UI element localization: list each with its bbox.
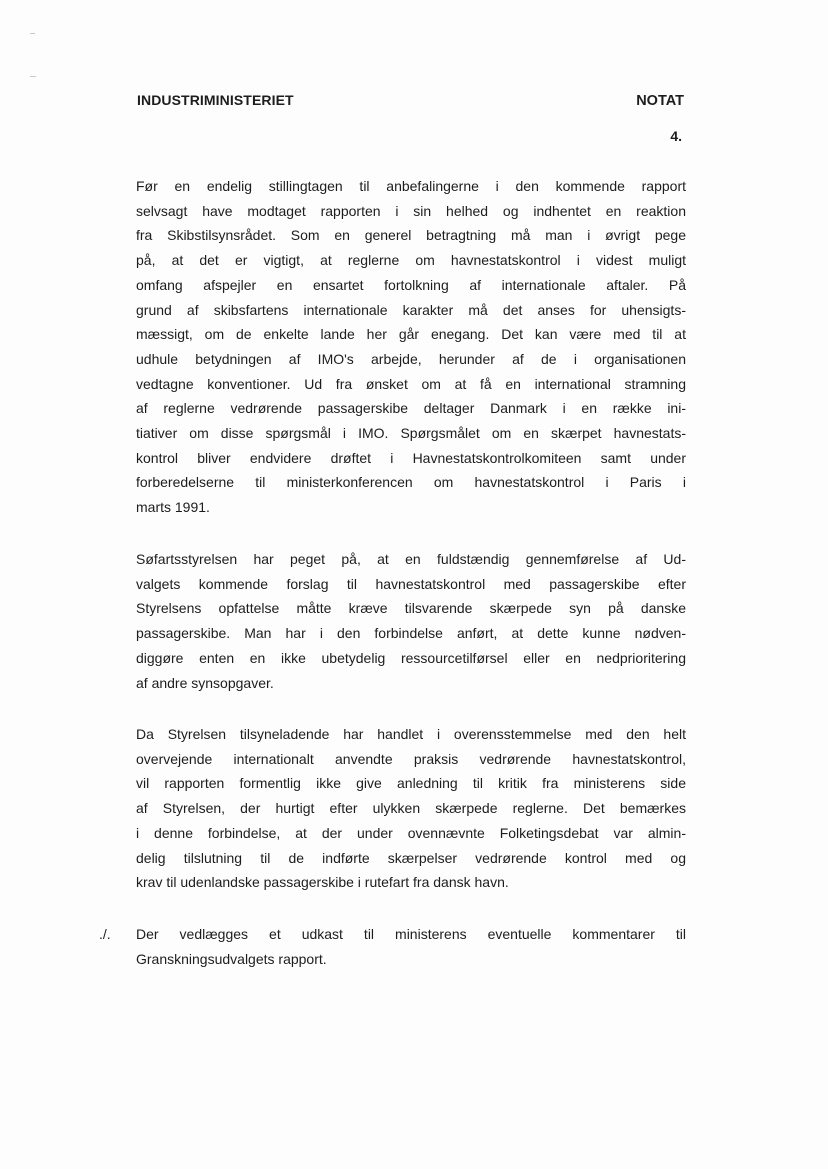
scan-artifact <box>30 33 35 34</box>
ministry-name: INDUSTRIMINISTERIET <box>137 92 294 108</box>
text-line: Da Styrelsen tilsyneladende har handlet i overensstemmelse med den helt <box>136 726 686 742</box>
page-number: 4. <box>670 128 682 144</box>
text-line: forberedelserne til ministerkonferencen om havnestatskontrol i Paris i <box>136 474 686 491</box>
text-line: tiativer om disse spørgsmål i IMO. Spørgsmålet om en skærpet havnestats- <box>136 425 686 442</box>
paragraph-3 <box>136 722 686 895</box>
document-type: NOTAT <box>636 93 684 109</box>
text-line: diggøre enten en ikke ubetydelig ressourcetilførsel eller en nedprioritering <box>136 649 686 666</box>
text-line: vedtagne konventioner. Ud fra ønsket om at få en international stramning <box>136 375 686 392</box>
text-line: fra Skibstilsynsrådet. Som en generel betragtning må man i øvrigt pege <box>136 227 686 244</box>
text-line: Før en endelig stillingtagen til anbefalingerne i den kommende rapport <box>136 178 686 194</box>
text-line: passagerskibe. Man har i den forbindelse anført, at dette kunne nødven- <box>136 625 686 642</box>
scan-artifact <box>30 76 36 77</box>
text-line: krav til udenlandske passagerskibe i rutefart fra dansk havn. <box>136 874 509 891</box>
text-line: vil rapporten formentlig ikke give anledning til kritik fra ministerens side <box>136 775 686 792</box>
text-line: Der vedlægges et udkast til ministerens eventuelle kommentarer til <box>136 926 686 942</box>
text-line: omfang afspejler en ensartet fortolkning af internationale aftaler. På <box>136 276 686 293</box>
text-line: af andre synsopgaver. <box>136 674 274 691</box>
paragraph-1 <box>136 174 686 520</box>
text-line: Søfartsstyrelsen har peget på, at en fuldstændig gennemførelse af Ud- <box>136 551 686 567</box>
text-line: overvejende internationalt anvendte praksis vedrørende havnestatskontrol, <box>136 750 686 767</box>
enclosure-mark: ./. <box>99 926 111 942</box>
text-line: udhule betydningen af IMO's arbejde, herunder af de i organisationen <box>136 350 686 367</box>
text-line: Styrelsens opfattelse måtte kræve tilsvarende skærpede syn på danske <box>136 600 686 617</box>
text-line: af reglerne vedrørende passagerskibe deltager Danmark i en række ini- <box>136 400 686 417</box>
paragraph-2 <box>136 547 686 695</box>
text-line: kontrol bliver endvidere drøftet i Havnestatskontrolkomiteen samt under <box>136 449 686 466</box>
text-line: delig tilslutning til de indførte skærpelser vedrørende kontrol med og <box>136 849 686 866</box>
text-line: Granskningsudvalgets rapport. <box>136 950 327 967</box>
text-line: marts 1991. <box>136 499 210 516</box>
text-line: valgets kommende forslag til havnestatskontrol med passagerskibe efter <box>136 575 686 592</box>
text-line: selvsagt have modtaget rapporten i sin helhed og indhentet en reaktion <box>136 202 686 219</box>
paragraph-4 <box>136 922 686 971</box>
text-line: i denne forbindelse, at der under ovennævnte Folketingsdebat var almin- <box>136 824 686 841</box>
text-line: af Styrelsen, der hurtigt efter ulykken skærpede reglerne. Det bemærkes <box>136 800 686 817</box>
text-line: grund af skibsfartens internationale karakter må det anses for uhensigts- <box>136 301 686 318</box>
text-line: på, at det er vigtigt, at reglerne om havnestatskontrol i videst muligt <box>136 252 686 269</box>
text-line: mæssigt, om de enkelte lande her går enegang. Det kan være med til at <box>136 326 686 343</box>
